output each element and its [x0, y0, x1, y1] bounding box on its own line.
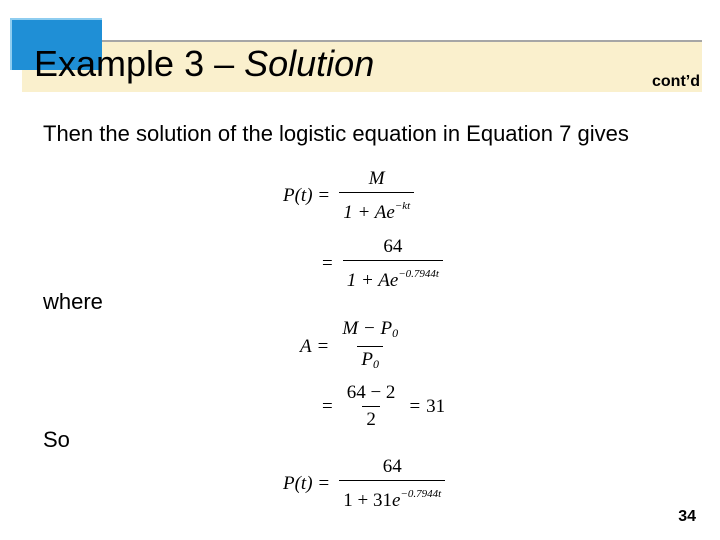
eq5-den-e: e	[391, 490, 401, 511]
eq1-den-pre: 1 + A	[343, 202, 387, 223]
eq5-denominator	[339, 480, 445, 512]
eq5-fraction	[339, 456, 445, 512]
eq2-den-exp: −0.7944t	[398, 268, 439, 280]
title-italic: Solution	[244, 43, 375, 84]
eq3-denominator	[357, 346, 383, 375]
where-label: where	[43, 289, 103, 314]
eq4-numerator: 64 − 2	[346, 382, 396, 403]
equation-substituted	[316, 236, 447, 292]
eq3-lhs: A	[300, 335, 312, 357]
eq1-numerator: M	[368, 168, 385, 189]
eq1-denominator	[339, 192, 414, 224]
title-main: Example 3 –	[34, 43, 245, 84]
eq1-den-exp: −kt	[394, 200, 411, 212]
eq2-denominator	[343, 260, 443, 292]
eq4-denominator: 2	[362, 406, 380, 431]
eq5-equals: =	[318, 473, 330, 494]
eq5-lhs: P(t)	[283, 473, 313, 494]
eq3-num-sub: 0	[392, 326, 399, 340]
continued-label: cont’d	[652, 73, 700, 90]
equation-a-value	[316, 382, 445, 431]
page-number: 34	[678, 508, 696, 525]
equation-final	[283, 456, 449, 512]
eq2-den-e: e	[389, 270, 399, 291]
eq5-den-pre: 1 + 31	[343, 490, 392, 511]
eq3-fraction	[338, 318, 402, 375]
equation-a-definition	[300, 318, 406, 375]
equation-general-solution	[283, 168, 418, 224]
eq4-equals-2: =	[409, 395, 421, 417]
eq3-den-text: P	[361, 349, 374, 370]
eq3-equals: =	[317, 335, 329, 357]
eq3-den-sub: 0	[373, 357, 380, 371]
eq1-fraction	[339, 168, 414, 224]
eq3-numerator	[338, 318, 402, 346]
intro-paragraph: Then the solution of the logistic equation in Equation 7 gives	[43, 121, 629, 146]
so-label: So	[43, 427, 70, 452]
eq1-den-e: e	[386, 202, 395, 223]
eq4-result: 31	[426, 395, 446, 417]
eq4-equals: =	[322, 395, 333, 417]
eq2-den-pre: 1 + A	[346, 270, 390, 291]
eq4-fraction	[343, 382, 400, 431]
slide-title	[34, 42, 374, 86]
eq5-den-exp: −0.7944t	[400, 488, 442, 500]
eq2-numerator: 64	[383, 236, 403, 257]
eq2-fraction	[343, 236, 443, 292]
eq2-equals: =	[322, 253, 333, 274]
eq1-equals: =	[318, 185, 330, 206]
eq1-lhs: P(t)	[283, 185, 313, 206]
eq5-numerator: 64	[382, 456, 402, 477]
eq3-num-text: M − P	[342, 318, 393, 339]
